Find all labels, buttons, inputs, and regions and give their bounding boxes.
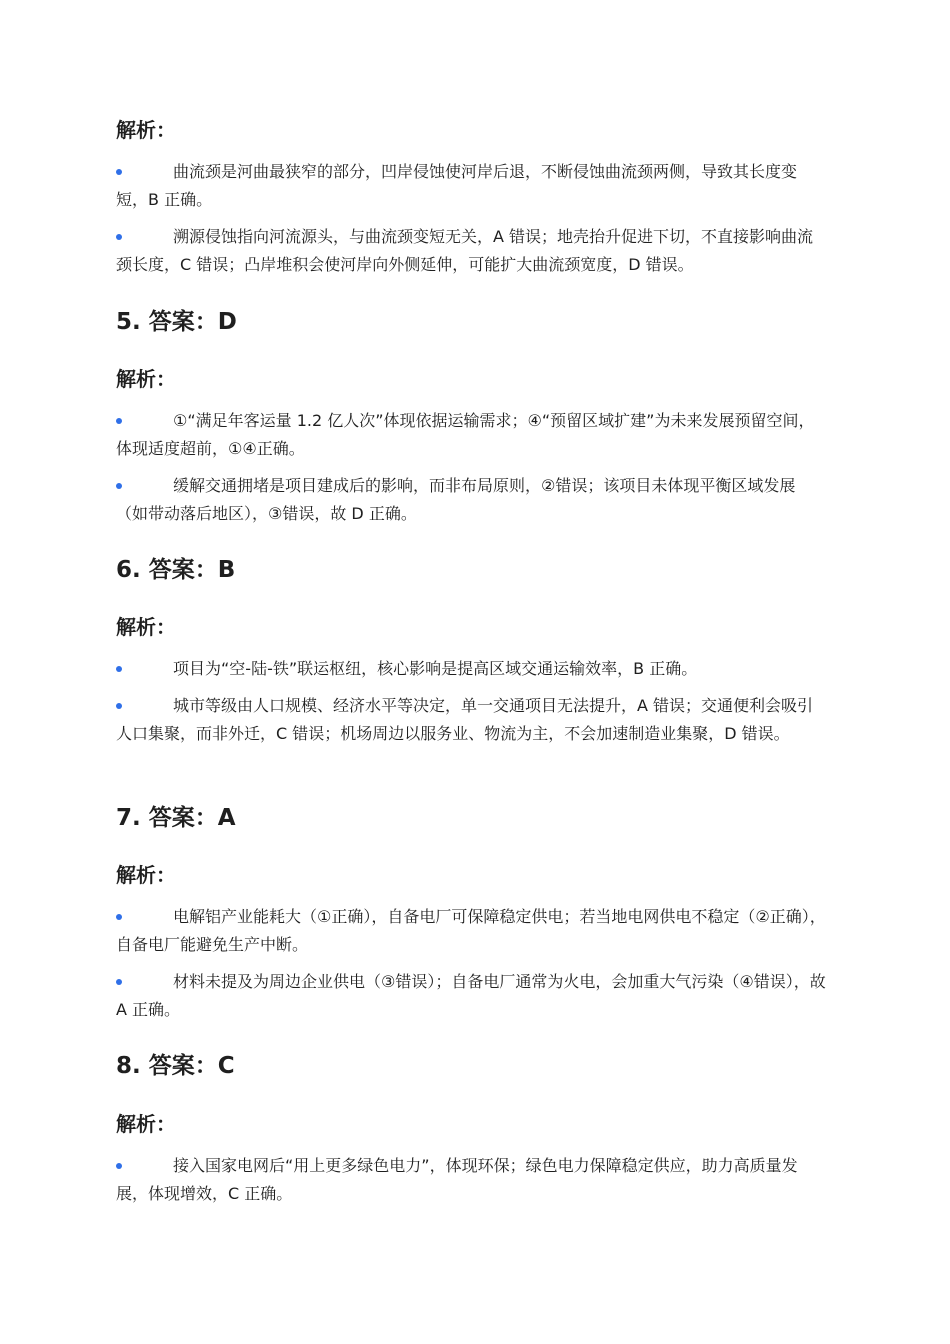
analysis-bullet — [116, 407, 826, 463]
analysis-text: 城市等级由人口规模、经济水平等决定，单一交通项目无法提升，A 错误；交通便利会吸引人口集聚，而非外迁，C 错误；机场周边以服务业、物流为主，不会加速制造业集聚，D 错误。 — [116, 696, 814, 743]
analysis-heading: 解析： — [116, 367, 176, 391]
analysis-bullet — [116, 223, 826, 279]
analysis-heading: 解析： — [116, 118, 176, 142]
analysis-heading: 解析： — [116, 615, 176, 639]
bullet-dot-icon — [116, 979, 122, 985]
answer-heading: 5. 答案：D — [116, 309, 237, 335]
answer-heading: 7. 答案：A — [116, 805, 236, 831]
analysis-bullet — [116, 692, 826, 748]
analysis-text: ①“满足年客运量 1.2 亿人次”体现依据运输需求；④“预留区域扩建”为未来发展预留空间，体现适度超前，①④正确。 — [116, 411, 815, 458]
analysis-text: 接入国家电网后“用上更多绿色电力”，体现环保；绿色电力保障稳定供应，助力高质量发展，体现增效，C 正确。 — [116, 1156, 798, 1203]
analysis-text: 曲流颈是河曲最狭窄的部分，凹岸侵蚀使河岸后退，不断侵蚀曲流颈两侧，导致其长度变短，B 正确。 — [116, 162, 798, 209]
bullet-dot-icon — [116, 418, 122, 424]
analysis-text: 缓解交通拥堵是项目建成后的影响，而非布局原则，②错误；该项目未体现平衡区域发展（如带动落后地区），③错误，故 D 正确。 — [116, 476, 796, 523]
bullet-dot-icon — [116, 1163, 122, 1169]
bullet-dot-icon — [116, 914, 122, 920]
analysis-heading: 解析： — [116, 1112, 176, 1136]
analysis-heading: 解析： — [116, 863, 176, 887]
analysis-bullet — [116, 903, 826, 959]
analysis-text: 项目为“空-陆-铁”联运枢纽，核心影响是提高区域交通运输效率，B 正确。 — [173, 659, 698, 678]
analysis-text: 电解铝产业能耗大（①正确），自备电厂可保障稳定供电；若当地电网供电不稳定（②正确），自备电厂能避免生产中断。 — [116, 907, 826, 954]
answer-heading: 8. 答案：C — [116, 1053, 235, 1079]
analysis-text: 溯源侵蚀指向河流源头，与曲流颈变短无关，A 错误；地壳抬升促进下切，不直接影响曲流颈长度，C 错误；凸岸堆积会使河岸向外侧延伸，可能扩大曲流颈宽度，D 错误。 — [116, 227, 814, 274]
analysis-bullet — [116, 655, 826, 683]
answer-heading: 6. 答案：B — [116, 557, 236, 583]
bullet-dot-icon — [116, 666, 122, 672]
bullet-dot-icon — [116, 169, 122, 175]
analysis-bullet — [116, 158, 826, 214]
analysis-bullet — [116, 968, 826, 1024]
bullet-dot-icon — [116, 234, 122, 240]
analysis-bullet — [116, 472, 826, 528]
bullet-dot-icon — [116, 483, 122, 489]
analysis-text: 材料未提及为周边企业供电（③错误）；自备电厂通常为火电，会加重大气污染（④错误），故 A 正确。 — [116, 972, 826, 1019]
analysis-bullet — [116, 1152, 826, 1208]
bullet-dot-icon — [116, 703, 122, 709]
